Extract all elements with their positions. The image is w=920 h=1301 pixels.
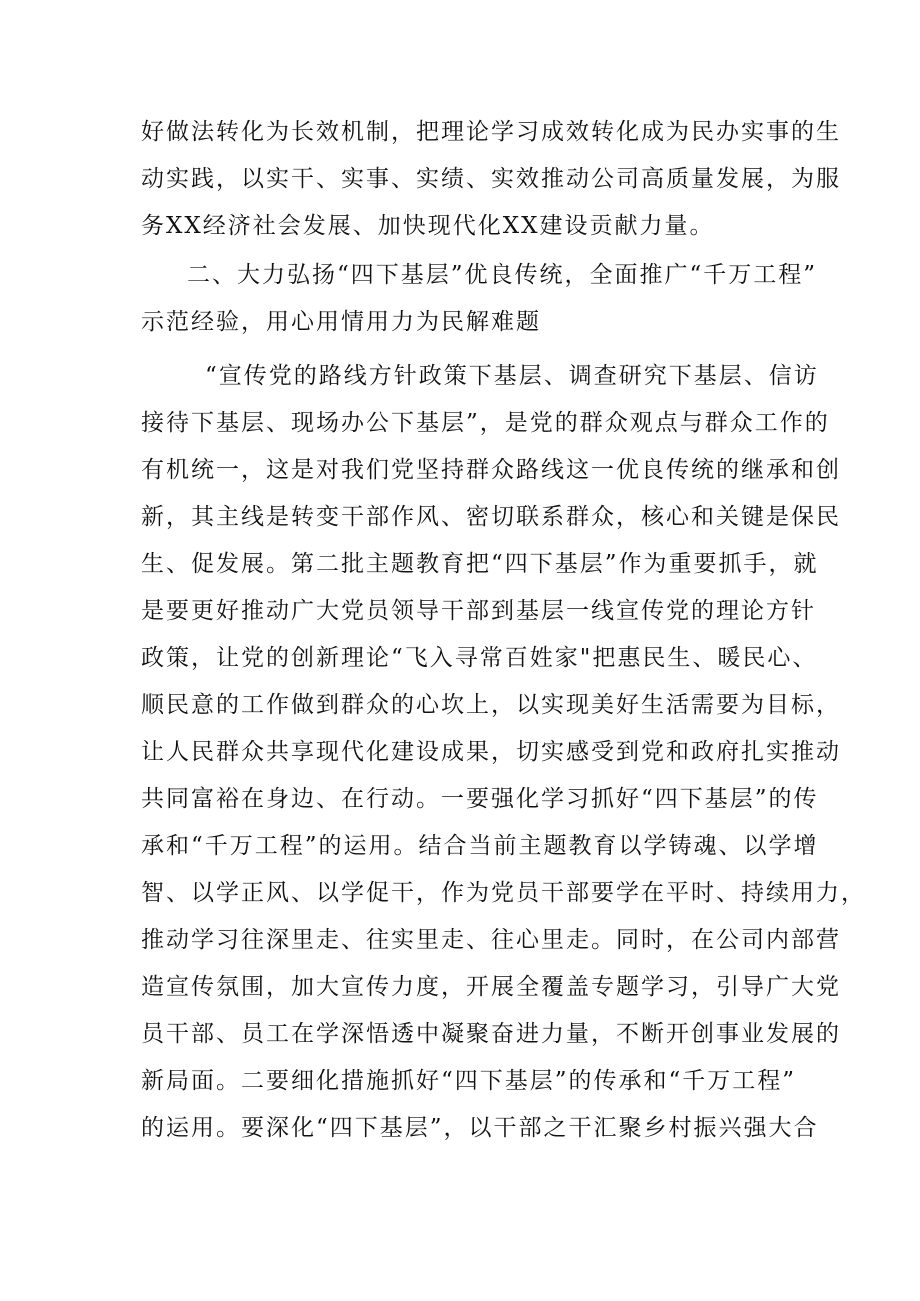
- paragraph-1-line-2: 动实践，以实干、实事、实绩、实效推动公司高质量发展，为服: [141, 166, 841, 192]
- paragraph-2-line-14: 造宣传氛围，加大宣传力度，开展全覆盖专题学习，引导广大党: [141, 974, 841, 1000]
- paragraph-2-line-12: 智、以学正风、以学促干，作为党员干部要学在平时、持续用力，: [141, 880, 866, 906]
- section-heading-line-2: 示范经验，用心用情用力为民解难题: [141, 309, 541, 335]
- paragraph-2-line-6: 是要更好推动广大党员领导干部到基层一线宣传党的理论方针: [141, 598, 816, 624]
- paragraph-2-line-11: 承和“千万工程”的运用。结合当前主题教育以学铸魂、以学增: [141, 833, 819, 859]
- section-heading-line-1: 二、大力弘扬“四下基层”优良传统，全面推广“千万工程”: [187, 262, 818, 288]
- paragraph-2-line-17: 的运用。要深化“四下基层”，以干部之干汇聚乡村振兴强大合: [141, 1115, 819, 1141]
- paragraph-2-line-7: 政策，让党的创新理论“飞入寻常百姓家"把惠民生、暖民心、: [141, 645, 818, 671]
- paragraph-2-line-10: 共同富裕在身边、在行动。一要强化学习抓好“四下基层”的传: [141, 786, 819, 812]
- paragraph-2-line-5: 生、促发展。第二批主题教育把“四下基层”作为重要抓手，就: [141, 551, 819, 577]
- paragraph-2-line-4: 新，其主线是转变干部作风、密切联系群众，核心和关键是保民: [141, 504, 841, 530]
- paragraph-2-line-1: “宣传党的路线方针政策下基层、调查研究下基层、信访: [205, 363, 819, 389]
- paragraph-1-line-3: 务XX经济社会发展、加快现代化XX建设贡献力量。: [141, 213, 715, 239]
- paragraph-2-line-2: 接待下基层、现场办公下基层”，是党的群众观点与群众工作的: [141, 410, 830, 436]
- paragraph-1-line-1: 好做法转化为长效机制，把理论学习成效转化成为民办实事的生: [141, 119, 841, 145]
- paragraph-2-line-16: 新局面。二要细化措施抓好“四下基层”的传承和“千万工程”: [141, 1068, 797, 1094]
- paragraph-2-line-9: 让人民群众共享现代化建设成果，切实感受到党和政府扎实推动: [141, 739, 841, 765]
- paragraph-2-line-3: 有机统一，这是对我们党坚持群众路线这一优良传统的继承和创: [141, 457, 841, 483]
- paragraph-2-line-15: 员干部、员工在学深悟透中凝聚奋进力量，不断开创事业发展的: [141, 1021, 841, 1047]
- paragraph-2-line-8: 顺民意的工作做到群众的心坎上，以实现美好生活需要为目标，: [141, 692, 841, 718]
- paragraph-2-line-13: 推动学习往深里走、往实里走、往心里走。同时，在公司内部营: [141, 927, 841, 953]
